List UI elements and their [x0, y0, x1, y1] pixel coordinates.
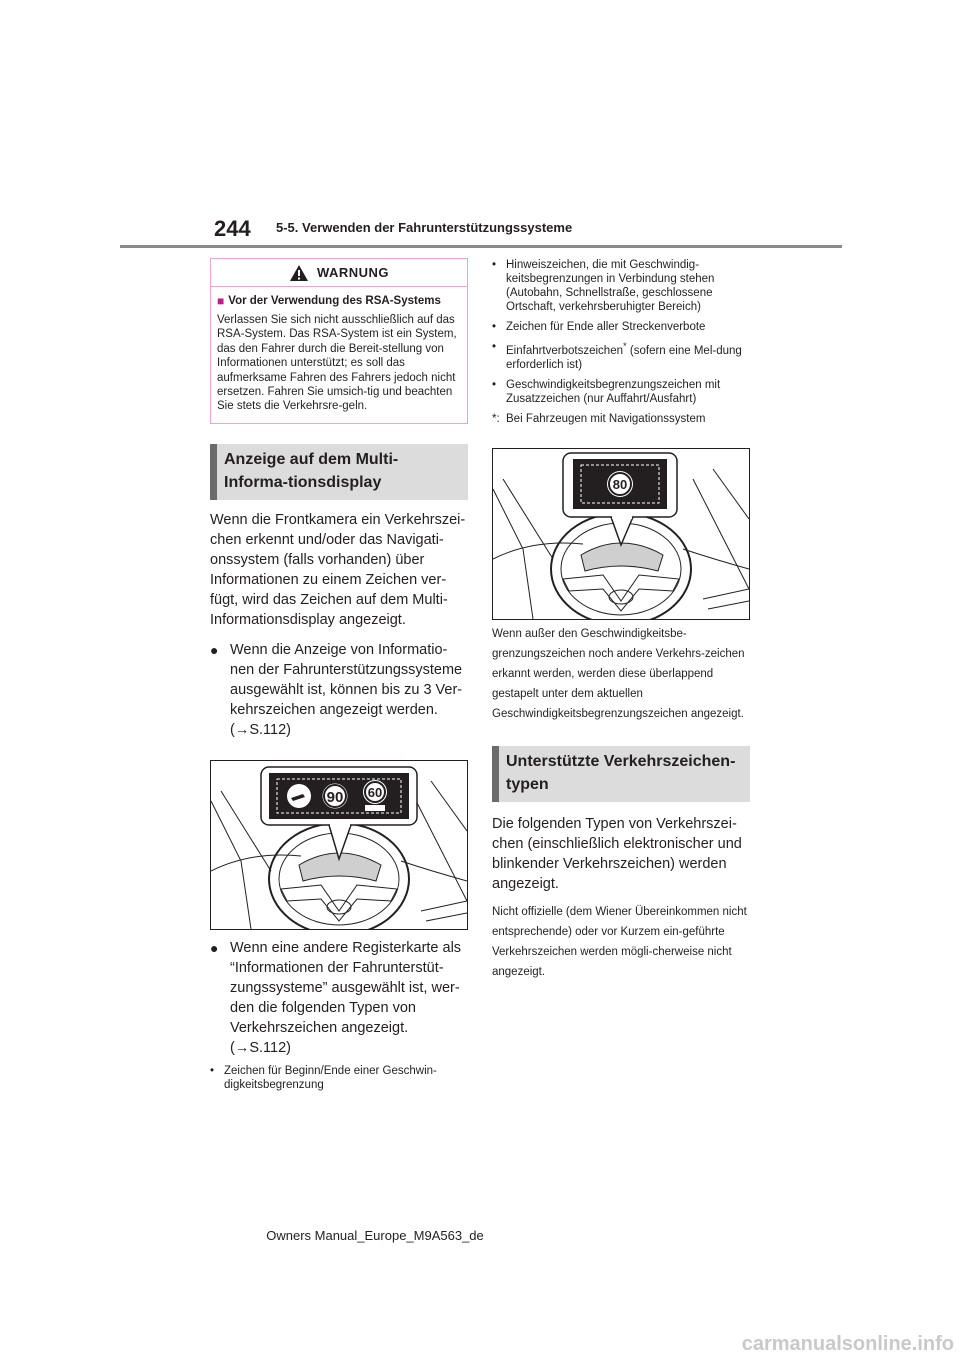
illustration-three-signs — [210, 760, 468, 930]
sign-types-note: Nicht offizielle (dem Wiener Übereinkommen nicht entsprechende) oder vor Kurzem ein-geführte Verkehrszeichen werden mögli-cherweise nicht angezeigt. — [492, 905, 747, 978]
page-reference-link[interactable]: (→S.112) — [230, 1039, 291, 1056]
bullet-dot-icon: ● — [210, 641, 219, 658]
bullet-item — [210, 640, 468, 740]
right-column — [492, 258, 750, 982]
dashboard-illustration — [211, 761, 467, 929]
list-item: • Einfahrtverbotszeichen* (sofern eine Mel-dung erforderlich ist) — [492, 341, 742, 371]
bullet-dot-icon: ● — [210, 939, 219, 956]
section-title: 5-5. Verwenden der Fahrunterstützungssysteme — [276, 220, 573, 235]
section-heading-display: Anzeige auf dem Multi-Informa-tionsdisplay — [210, 444, 468, 500]
header-rule — [120, 245, 842, 248]
warning-triangle-icon — [289, 264, 309, 282]
bullet-mark: • — [492, 341, 497, 353]
footnote: *: Bei Fahrzeugen mit Navigationssystem — [492, 412, 706, 425]
bullet-mark: • — [492, 378, 497, 391]
sign-types-intro: Die folgenden Typen von Verkehrszei-chen (einschließlich elektronischer und blinkender Verkehrszeichen) werden angezeigt. — [492, 815, 742, 892]
illustration-single-sign — [492, 448, 750, 620]
bullet-text: Wenn die Anzeige von Informatio-nen der Fahrunterstützungssysteme ausgewählt ist, können bis zu 3 Ver-kehrszeichen angezeigt werden. — [230, 641, 463, 718]
sign-speed-90: 90 — [326, 788, 344, 806]
intro-paragraph: Wenn die Frontkamera ein Verkehrszei-chen erkennt und/oder das Navigati-onssystem (falls vorhanden) über Informationen zu einem Zeichen ver-fügt, wird das Zeichen auf dem Multi-Informationsdisplay angezeigt. — [210, 511, 466, 628]
warning-body — [211, 287, 467, 423]
sign-speed-80: 80 — [612, 476, 628, 492]
dashboard-illustration — [493, 449, 749, 619]
bullet-mark: • — [210, 1064, 215, 1077]
warning-box — [210, 258, 468, 424]
list-item: • Zeichen für Ende aller Streckenverbote — [492, 321, 706, 333]
warning-text: Verlassen Sie sich nicht ausschließlich auf das RSA-System. Das RSA-System ist ein System, das den Fahrer durch die Bereit-stellung von Informationen unterstützt; es soll das aufmerksame Fahren des Fahrers jedoch nicht ersetzen. Fahren Sie umsich-tig und beachten Sie stets die Verkehrsre-geln. — [217, 314, 457, 413]
footnote-star: * — [622, 341, 627, 352]
warning-label: WARNUNG — [316, 265, 390, 280]
left-column — [210, 258, 468, 1098]
footer-text: Owners Manual_Europe_M9A563_de — [266, 1228, 484, 1243]
bullet-text: Wenn eine andere Registerkarte als “Informationen der Fahrunterstüt-zungssysteme” ausgewählt ist, wer-den die folgenden Typen von Verkehrszeichen angezeigt. — [230, 939, 462, 1036]
sign-speed-60: 60 — [367, 784, 383, 800]
bullet-item — [210, 938, 468, 1058]
page-header — [0, 0, 960, 250]
page-footer — [0, 1228, 620, 1243]
warning-header — [211, 259, 467, 287]
page-number: 244 — [214, 216, 251, 241]
footnote-mark: *: — [492, 412, 500, 425]
square-bullet-icon: ■ — [217, 294, 225, 308]
section-heading-sign-types: Unterstützte Verkehrszeichen-typen — [492, 746, 750, 802]
list-item: • Hinweiszeichen, die mit Geschwindig-keitsbegrenzungen in Verbindung stehen (Autobahn, Schnellstraße, geschlossene Ortschaft, verkehrsberuhigter Bereich) — [492, 259, 715, 313]
list-item: • Geschwindigkeitsbegrenzungszeichen mit Zusatzzeichen (nur Auffahrt/Ausfahrt) — [492, 378, 721, 405]
bullet-mark: • — [492, 321, 497, 333]
figure-caption: Wenn außer den Geschwindigkeitsbe-grenzungszeichen noch andere Verkehrs-zeichen erkannt werden, werden diese überlappend gestapelt unter dem aktuellen Geschwindigkeitsbegrenzungszeichen angezeigt. — [492, 627, 745, 720]
list-item: • Zeichen für Beginn/Ende einer Geschwin-digkeitsbegrenzung — [210, 1064, 437, 1091]
watermark: carmanualsonline.info — [741, 1333, 954, 1355]
warning-subtitle-text: Vor der Verwendung des RSA-Systems — [228, 295, 441, 307]
page-reference-link[interactable]: (→S.112) — [230, 721, 291, 738]
warning-subtitle — [217, 294, 461, 308]
bullet-mark: • — [492, 259, 497, 271]
